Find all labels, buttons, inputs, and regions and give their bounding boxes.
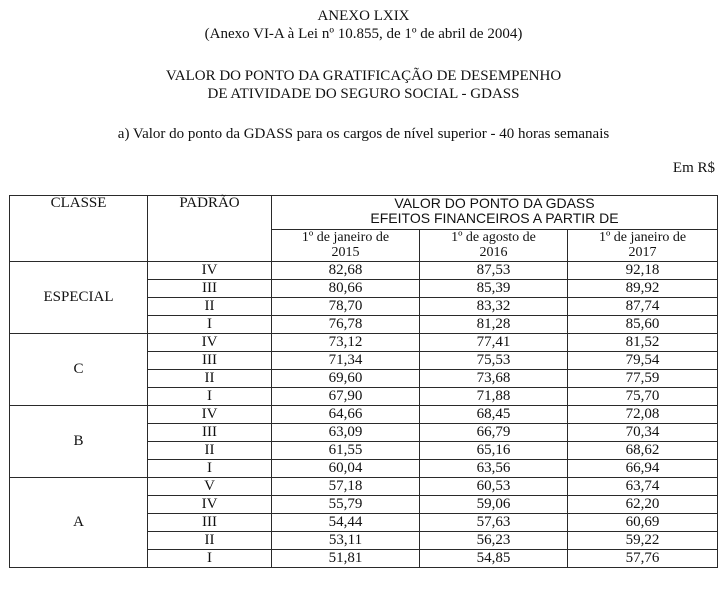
padrao-cell: II [148, 298, 272, 316]
currency-unit: Em R$ [672, 160, 715, 176]
classe-cell: B [10, 406, 148, 478]
value-cell: 85,60 [568, 316, 718, 334]
value-cell: 54,44 [272, 514, 420, 532]
value-cell: 64,66 [272, 406, 420, 424]
value-cell: 68,62 [568, 442, 718, 460]
padrao-cell: II [148, 442, 272, 460]
value-cell: 89,92 [568, 280, 718, 298]
value-cell: 67,90 [272, 388, 420, 406]
date-header-year: 2015 [331, 244, 360, 260]
padrao-cell: III [148, 280, 272, 298]
value-cell: 60,04 [272, 460, 420, 478]
padrao-cell: IV [148, 496, 272, 514]
date-header-line1: 1º de janeiro de [598, 229, 687, 245]
value-cell: 71,34 [272, 352, 420, 370]
value-cell: 75,70 [568, 388, 718, 406]
value-cell: 75,53 [420, 352, 568, 370]
value-cell: 81,52 [568, 334, 718, 352]
value-cell: 57,18 [272, 478, 420, 496]
table-row [10, 406, 718, 424]
value-cell: 60,69 [568, 514, 718, 532]
value-cell: 83,32 [420, 298, 568, 316]
document-title-line2: DE ATIVIDADE DO SEGURO SOCIAL - GDASS [207, 86, 520, 102]
value-cell: 73,12 [272, 334, 420, 352]
value-cell: 63,74 [568, 478, 718, 496]
value-cell: 57,63 [420, 514, 568, 532]
value-cell: 70,34 [568, 424, 718, 442]
value-cell: 92,18 [568, 262, 718, 280]
value-cell: 51,81 [272, 550, 420, 568]
value-cell: 87,53 [420, 262, 568, 280]
table-row [10, 262, 718, 280]
table-row [10, 478, 718, 496]
value-cell: 81,28 [420, 316, 568, 334]
value-cell: 59,06 [420, 496, 568, 514]
column-group-header [272, 196, 718, 230]
value-cell: 60,53 [420, 478, 568, 496]
column-header-padrao: PADRÃO [148, 196, 272, 262]
date-header-line1: 1º de janeiro de [301, 229, 390, 245]
value-cell: 72,08 [568, 406, 718, 424]
value-cell: 85,39 [420, 280, 568, 298]
padrao-cell: II [148, 370, 272, 388]
value-cell: 78,70 [272, 298, 420, 316]
padrao-cell: IV [148, 406, 272, 424]
padrao-cell: III [148, 514, 272, 532]
value-cell: 82,68 [272, 262, 420, 280]
padrao-cell: I [148, 550, 272, 568]
classe-cell: A [10, 478, 148, 568]
value-cell: 54,85 [420, 550, 568, 568]
value-cell: 56,23 [420, 532, 568, 550]
document-title-line1: VALOR DO PONTO DA GRATIFICAÇÃO DE DESEMPENHO [165, 68, 562, 84]
date-header-year: 2017 [628, 244, 657, 260]
value-cell: 66,94 [568, 460, 718, 478]
padrao-cell: I [148, 460, 272, 478]
padrao-cell: V [148, 478, 272, 496]
table-body [10, 262, 718, 568]
value-cell: 69,60 [272, 370, 420, 388]
column-header-date-2016 [420, 229, 568, 262]
padrao-cell: IV [148, 334, 272, 352]
gdass-value-table [9, 195, 718, 568]
padrao-cell: I [148, 316, 272, 334]
value-cell: 55,79 [272, 496, 420, 514]
table-row [10, 334, 718, 352]
value-cell: 65,16 [420, 442, 568, 460]
classe-cell: ESPECIAL [10, 262, 148, 334]
value-cell: 80,66 [272, 280, 420, 298]
value-cell: 77,41 [420, 334, 568, 352]
value-cell: 66,79 [420, 424, 568, 442]
value-cell: 73,68 [420, 370, 568, 388]
padrao-cell: IV [148, 262, 272, 280]
column-header-classe: CLASSE [10, 196, 148, 262]
padrao-cell: III [148, 352, 272, 370]
value-cell: 71,88 [420, 388, 568, 406]
padrao-cell: II [148, 532, 272, 550]
group-header-line1: VALOR DO PONTO DA GDASS [394, 195, 595, 211]
annex-title: ANEXO LXIX [317, 8, 410, 24]
table-subtitle: a) Valor do ponto da GDASS para os cargos de nível superior - 40 horas semanais [117, 126, 610, 142]
date-header-year: 2016 [479, 244, 508, 260]
value-cell: 87,74 [568, 298, 718, 316]
value-cell: 63,09 [272, 424, 420, 442]
padrao-cell: III [148, 424, 272, 442]
classe-cell: C [10, 334, 148, 406]
group-header-line2: EFEITOS FINANCEIROS A PARTIR DE [370, 210, 619, 226]
value-cell: 61,55 [272, 442, 420, 460]
value-cell: 77,59 [568, 370, 718, 388]
column-header-date-2015 [272, 229, 420, 262]
column-header-date-2017 [568, 229, 718, 262]
value-cell: 62,20 [568, 496, 718, 514]
value-cell: 59,22 [568, 532, 718, 550]
value-cell: 63,56 [420, 460, 568, 478]
value-cell: 76,78 [272, 316, 420, 334]
padrao-cell: I [148, 388, 272, 406]
date-header-line1: 1º de agosto de [451, 229, 536, 245]
value-cell: 57,76 [568, 550, 718, 568]
value-cell: 53,11 [272, 532, 420, 550]
value-cell: 68,45 [420, 406, 568, 424]
value-cell: 79,54 [568, 352, 718, 370]
law-reference: (Anexo VI-A à Lei nº 10.855, de 1º de abril de 2004) [204, 26, 523, 42]
